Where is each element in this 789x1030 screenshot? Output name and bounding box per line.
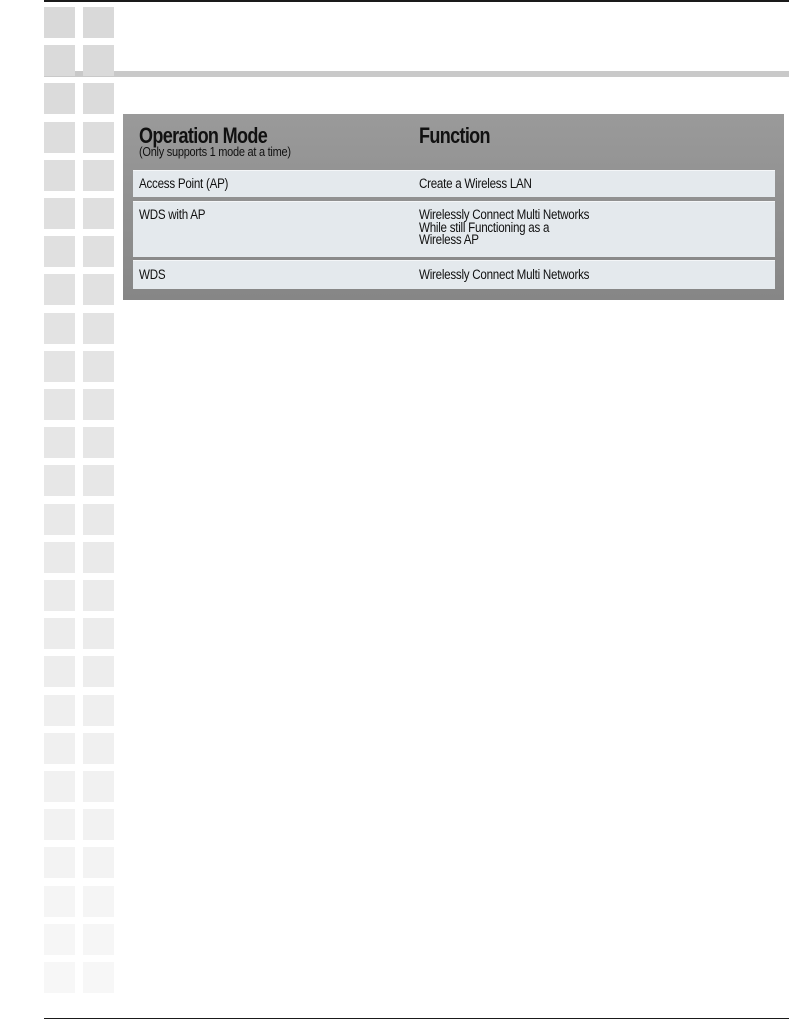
decorative-tile [83,427,114,458]
decorative-tile [83,809,114,840]
decorative-tile [44,542,75,573]
decorative-tile [44,924,75,955]
decorative-tile [83,962,114,993]
decorative-tile [83,274,114,305]
header-band [44,71,789,77]
decorative-tile [44,465,75,496]
decorative-tile [83,504,114,535]
decorative-tile [83,733,114,764]
header-function: Function [419,123,490,148]
decorative-tile [83,236,114,267]
function-line: Wirelessly Connect Multi Networks [419,267,590,282]
mode-cell: WDS [139,267,166,282]
function-line: While still Functioning as a [419,219,550,235]
decorative-tile [83,45,114,76]
decorative-tile [44,618,75,649]
decorative-tile [83,198,114,229]
top-rule [44,0,789,2]
decorative-tile [83,160,114,191]
decorative-tile [44,160,75,191]
decorative-tile [83,122,114,153]
decorative-tile [83,542,114,573]
decorative-tile [83,656,114,687]
decorative-tile [83,351,114,382]
decorative-tile [44,809,75,840]
decorative-tile [83,924,114,955]
decorative-tile [44,771,75,802]
decorative-tile [44,656,75,687]
decorative-tile [44,313,75,344]
mode-cell: Access Point (AP) [139,176,229,191]
decorative-tile [83,847,114,878]
bottom-rule [44,1018,789,1019]
table-row [133,260,775,289]
decorative-tile [44,351,75,382]
decorative-tile [44,886,75,917]
mode-cell: WDS with AP [139,207,206,222]
decorative-tile [44,274,75,305]
header-operation-mode: Operation Mode [139,123,268,148]
header-operation-mode-note: (Only supports 1 mode at a time) [139,145,291,159]
decorative-tile [83,313,114,344]
operation-mode-table [123,114,784,300]
decorative-tile [44,427,75,458]
decorative-tile [83,7,114,38]
decorative-tile [83,695,114,726]
decorative-tile [44,733,75,764]
decorative-tile [83,886,114,917]
function-cell [419,178,532,191]
decorative-tile [44,236,75,267]
decorative-tile [83,580,114,611]
function-cell [419,209,589,247]
decorative-tile [44,83,75,114]
function-line: Wirelessly Connect Multi Networks [419,207,590,222]
decorative-tile [44,695,75,726]
decorative-tile-column [44,7,114,1013]
decorative-tile [44,504,75,535]
decorative-tile [44,847,75,878]
decorative-tile [83,83,114,114]
function-cell [419,269,589,282]
decorative-tile [83,771,114,802]
decorative-tile [44,389,75,420]
decorative-tile [44,580,75,611]
decorative-tile [44,198,75,229]
decorative-tile [83,389,114,420]
decorative-tile [44,7,75,38]
decorative-tile [44,962,75,993]
function-line: Wireless AP [419,232,479,247]
decorative-tile [44,122,75,153]
table-row [133,170,775,197]
table-row [133,201,775,257]
decorative-tile [44,45,75,76]
decorative-tile [83,465,114,496]
function-line: Create a Wireless LAN [419,176,532,191]
decorative-tile [83,618,114,649]
